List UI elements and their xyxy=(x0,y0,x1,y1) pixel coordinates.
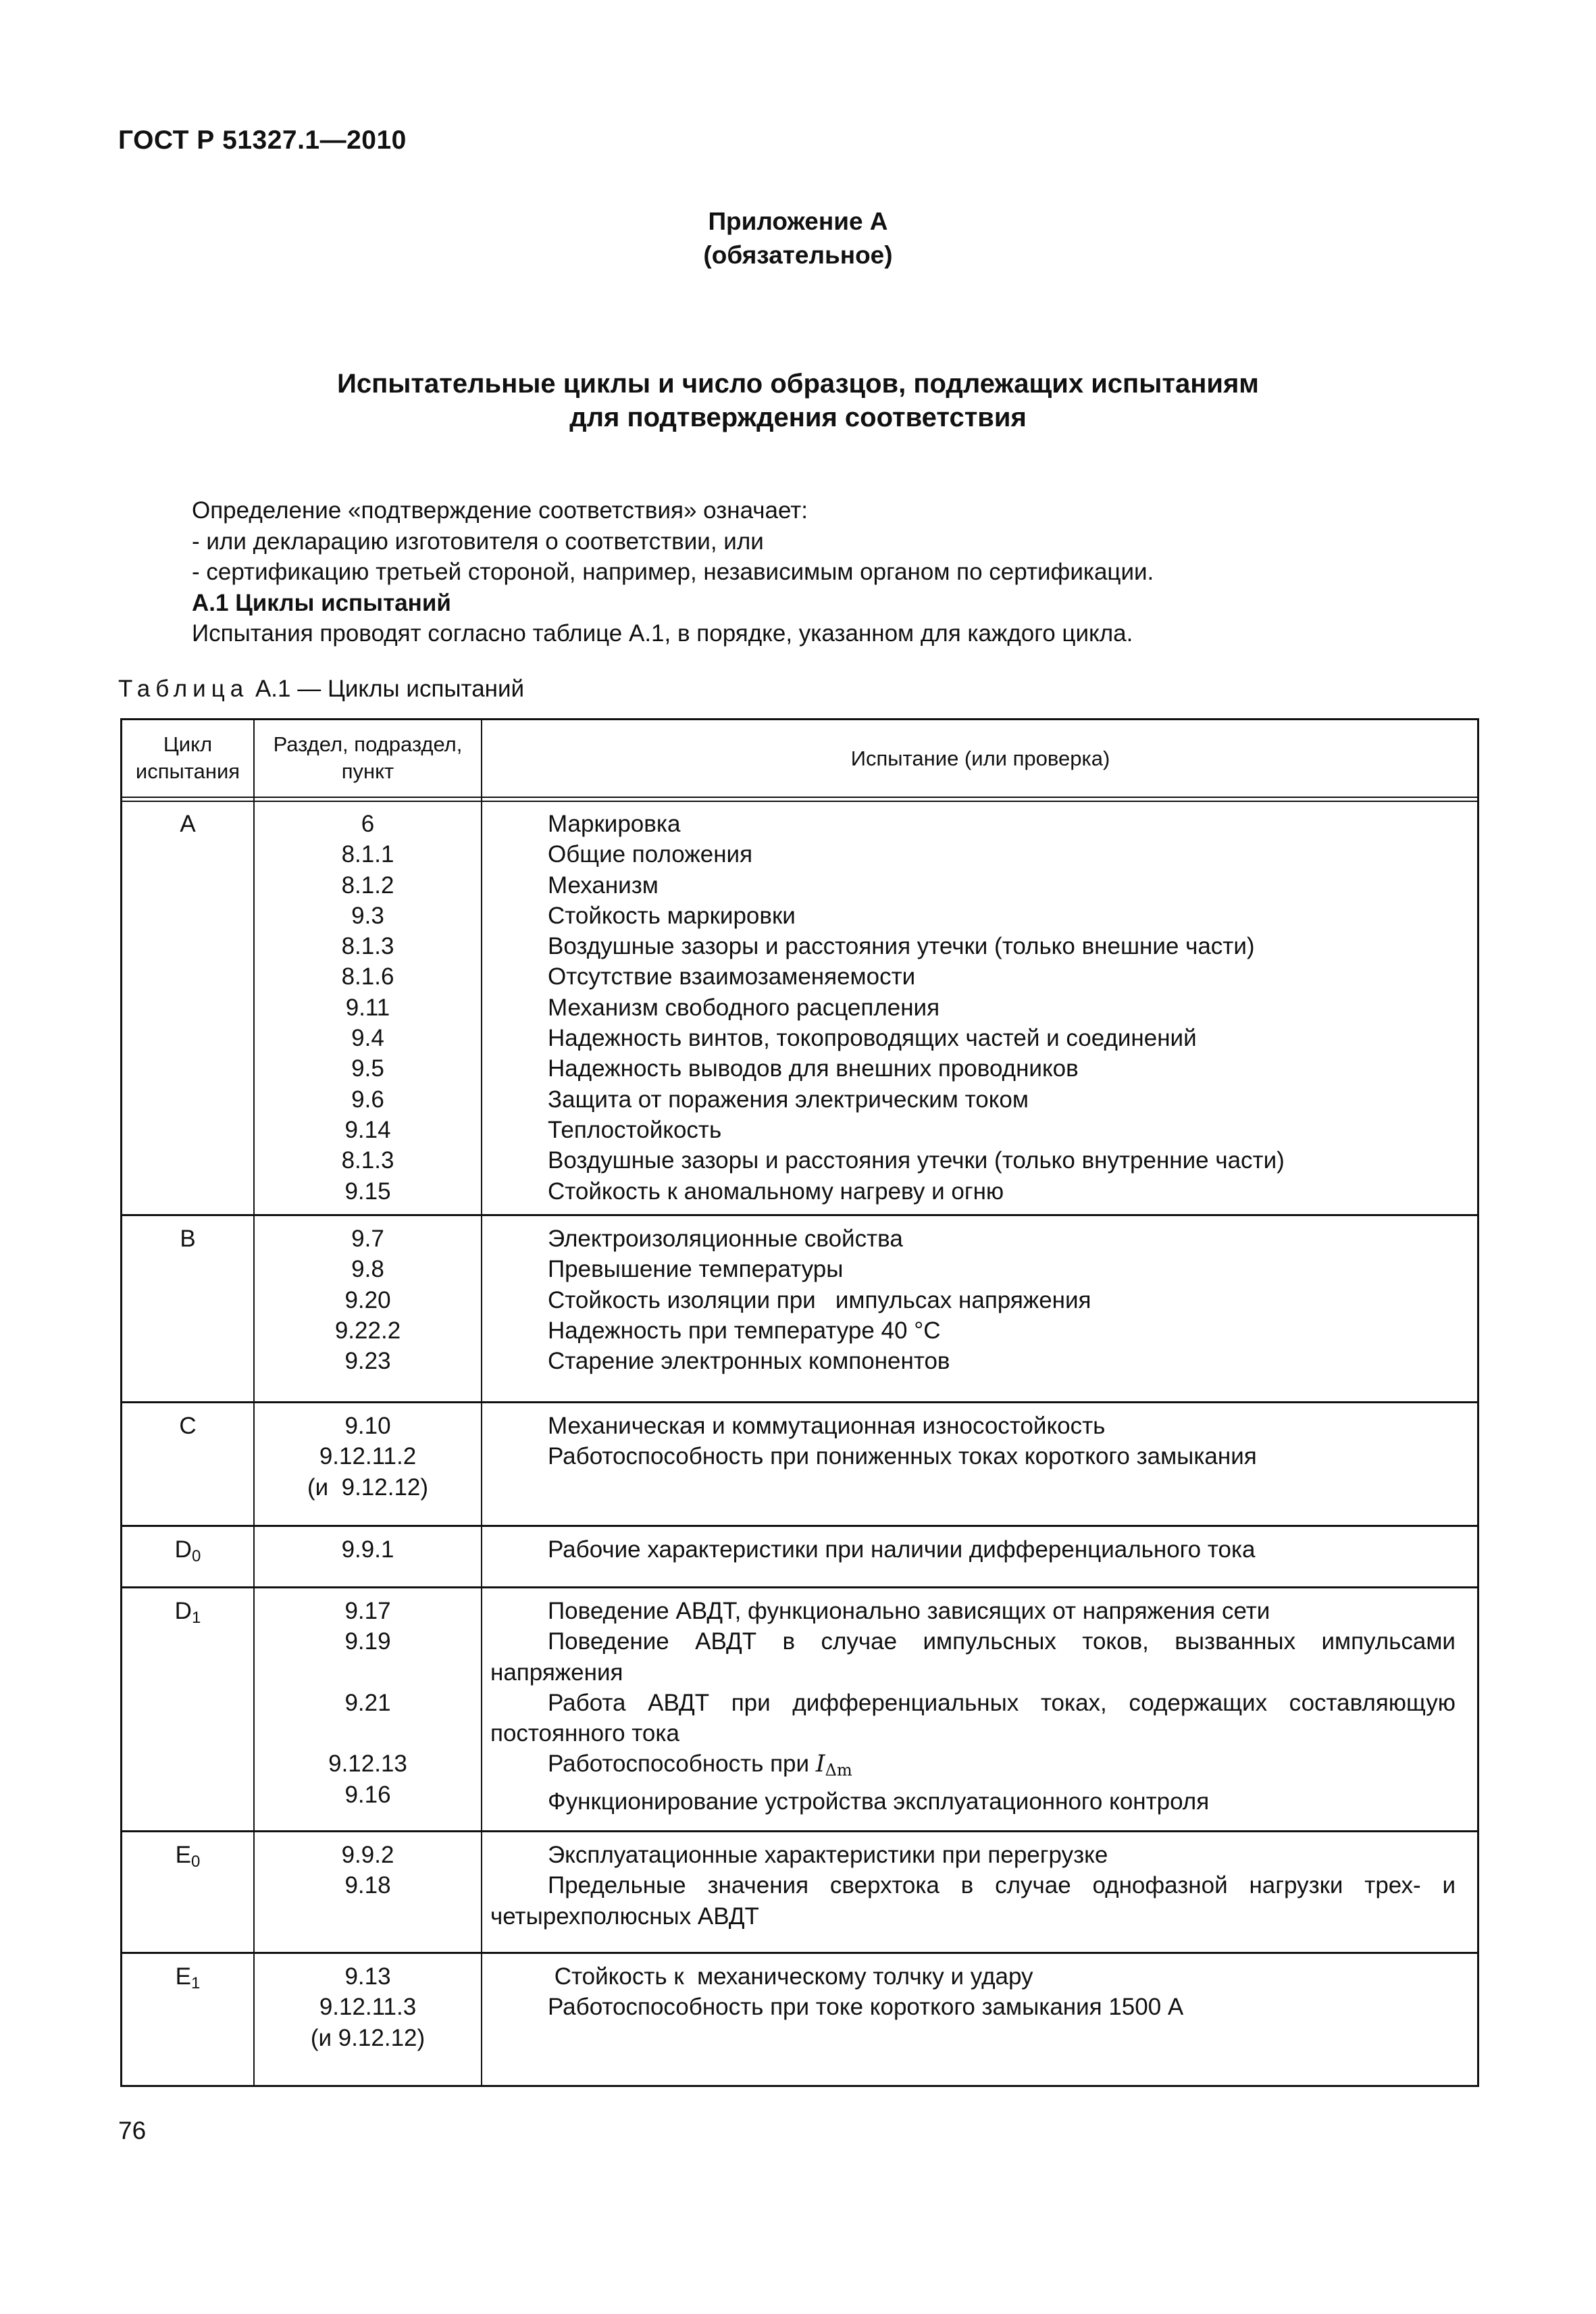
cycle-c-label: C xyxy=(179,1413,197,1439)
section-ref: 6 xyxy=(361,811,375,837)
test-cycles-table xyxy=(120,718,1479,2087)
annex-title: Приложение А xyxy=(708,207,888,235)
section-ref: 9.18 xyxy=(344,1872,391,1899)
test-item: Работа АВДТ при дифференциальных токах, содержащих составляющую постоянного тока xyxy=(490,1689,1456,1747)
cycle-c-sections xyxy=(255,1411,481,1503)
test-item: Функционирование устройства эксплуатационного контроля xyxy=(548,1788,1210,1815)
current-symbol-subscript: Δm xyxy=(825,1761,852,1780)
test-item: Надежность винтов, токопроводящих частей и соединений xyxy=(548,1025,1197,1052)
test-item: Превышение температуры xyxy=(548,1256,844,1283)
cycle-letter: E xyxy=(175,1842,191,1868)
cycle-b-sections xyxy=(255,1224,481,1376)
table-caption-prefix: Таблица xyxy=(118,676,249,702)
header-section xyxy=(255,731,481,785)
spacer xyxy=(255,1657,481,1688)
annex-main-title xyxy=(0,367,1596,434)
test-item: Механизм свободного расцепления xyxy=(548,994,940,1021)
test-item: Механическая и коммутационная износостойкость xyxy=(548,1413,1106,1439)
header-cycle-line-2: испытания xyxy=(135,759,240,783)
section-ref: 9.21 xyxy=(344,1689,391,1716)
section-ref: 9.10 xyxy=(344,1413,391,1439)
test-item: Защита от поражения электрическим током xyxy=(548,1086,1029,1113)
cycle-e1-label xyxy=(122,1961,253,1998)
cycle-a-tests xyxy=(482,809,1465,1207)
cycle-letter: E xyxy=(175,1963,191,1990)
section-ref: 8.1.1 xyxy=(341,841,394,868)
test-item: Стойкость изоляции при импульсах напряжения xyxy=(548,1286,1091,1313)
header-rule xyxy=(122,801,1477,802)
cycle-e0-sections xyxy=(255,1840,481,1901)
page-number: 76 xyxy=(118,2117,147,2144)
test-item: Надежность выводов для внешних проводников xyxy=(548,1055,1079,1082)
section-ref: 8.1.6 xyxy=(341,963,394,990)
annex-heading xyxy=(0,205,1596,272)
section-ref: 9.16 xyxy=(344,1781,391,1808)
section-ref: 8.1.2 xyxy=(341,872,394,899)
spacer xyxy=(255,1718,481,1749)
test-item: Отсутствие взаимозаменяемости xyxy=(548,963,916,990)
test-item: Работоспособность при токе короткого замыкания 1500 А xyxy=(548,1994,1184,2021)
cycle-a-sections xyxy=(255,809,481,1207)
row-divider xyxy=(122,1525,1477,1527)
test-item: Поведение АВДТ, функционально зависящих от напряжения сети xyxy=(548,1598,1270,1624)
header-test: Испытание (или проверка) xyxy=(850,747,1110,770)
table-caption-text: А.1 — Циклы испытаний xyxy=(249,676,525,702)
header-cycle-line-1: Цикл xyxy=(163,732,213,756)
test-item: Маркировка xyxy=(548,811,681,837)
cycle-e0-tests xyxy=(482,1840,1465,1932)
section-ref: 9.12.13 xyxy=(328,1751,407,1778)
section-a1-heading: А.1 Циклы испытаний xyxy=(192,589,451,616)
test-item: Предельные значения сверхтока в случае однофазной нагрузки трех- и четырехполюсных АВДТ xyxy=(490,1872,1456,1930)
test-item: Старение электронных компонентов xyxy=(548,1348,950,1375)
document-id-header: ГОСТ Р 51327.1—2010 xyxy=(118,126,407,155)
test-item: Воздушные зазоры и расстояния утечки (только внешние части) xyxy=(548,933,1255,960)
test-item: Воздушные зазоры и расстояния утечки (только внутренние части) xyxy=(548,1147,1285,1174)
row-divider xyxy=(122,1214,1477,1216)
section-ref: 9.15 xyxy=(344,1178,391,1205)
test-item: Электроизоляционные свойства xyxy=(548,1226,903,1252)
cycle-d1-label xyxy=(122,1596,253,1633)
section-ref: 9.12.11.3 xyxy=(319,1994,417,2021)
test-item: Теплостойкость xyxy=(548,1116,722,1143)
test-item: Поведение АВДТ в случае импульсных токов, вызванных импульсами напряжения xyxy=(490,1628,1456,1686)
test-item: Общие положения xyxy=(548,841,753,868)
table-caption xyxy=(118,676,524,703)
cycle-subscript: 0 xyxy=(191,1547,201,1565)
section-ref: 8.1.3 xyxy=(341,933,394,960)
row-divider xyxy=(122,1401,1477,1403)
test-item: Рабочие характеристики при наличии дифференциального тока xyxy=(548,1536,1256,1563)
cycle-c-tests xyxy=(482,1411,1465,1472)
row-divider xyxy=(122,1952,1477,1954)
cycle-subscript: 1 xyxy=(191,1609,201,1627)
section-ref: 9.12.11.2 xyxy=(319,1443,417,1470)
header-cycle xyxy=(122,731,253,785)
section-ref: 9.6 xyxy=(351,1086,384,1113)
intro-option-2: - сертификацию третьей стороной, например, независимым органом по сертификации. xyxy=(192,559,1154,585)
section-ref: 9.14 xyxy=(344,1116,391,1143)
cycle-letter: D xyxy=(174,1598,192,1624)
test-item: Стойкость к аномальному нагреву и огню xyxy=(548,1178,1004,1205)
section-ref: 9.3 xyxy=(351,902,384,929)
section-ref: 9.4 xyxy=(351,1025,384,1052)
section-ref: 8.1.3 xyxy=(341,1147,394,1174)
section-ref: 9.11 xyxy=(345,994,390,1021)
title-line-2: для подтверждения соответствия xyxy=(569,403,1027,432)
row-divider xyxy=(122,1830,1477,1832)
section-ref: 9.17 xyxy=(344,1598,391,1624)
test-item: Механизм xyxy=(548,872,659,899)
row-divider xyxy=(122,1586,1477,1588)
cycle-a-label: A xyxy=(180,811,196,837)
section-ref: 9.9.2 xyxy=(341,1842,394,1868)
current-symbol: I xyxy=(815,1751,825,1778)
test-item: Работоспособность при пониженных токах короткого замыкания xyxy=(548,1443,1257,1470)
cycle-d1-sections xyxy=(255,1596,481,1810)
test-item: Стойкость к механическому толчку и удару xyxy=(548,1963,1033,1990)
intro-text xyxy=(192,495,1475,649)
section-ref: 9.23 xyxy=(344,1348,391,1375)
cycle-d0-tests xyxy=(482,1534,1465,1565)
section-ref: 9.7 xyxy=(351,1226,384,1252)
cycle-b-label: B xyxy=(180,1226,196,1252)
section-ref: 9.13 xyxy=(344,1963,391,1990)
cycle-d0-sections xyxy=(255,1534,481,1565)
section-ref: 9.8 xyxy=(351,1256,384,1283)
test-item: Надежность при температуре 40 °С xyxy=(548,1317,941,1344)
intro-definition: Определение «подтверждение соответствия» означает: xyxy=(192,497,808,524)
section-ref: 9.22.2 xyxy=(334,1317,401,1344)
section-ref: (и 9.12.12) xyxy=(310,2024,426,2051)
section-ref: 9.5 xyxy=(351,1055,384,1082)
section-ref: 9.9.1 xyxy=(341,1536,394,1563)
intro-table-reference: Испытания проводят согласно таблице А.1, в порядке, указанном для каждого цикла. xyxy=(192,620,1133,647)
test-item xyxy=(490,1749,1456,1786)
test-item: Эксплуатационные характеристики при перегрузке xyxy=(548,1842,1108,1868)
intro-option-1: - или декларацию изготовителя о соответствии, или xyxy=(192,528,764,555)
cycle-e1-tests xyxy=(482,1961,1465,2023)
cycle-d1-tests xyxy=(482,1596,1465,1817)
test-item: Стойкость маркировки xyxy=(548,902,796,929)
title-line-1: Испытательные циклы и число образцов, подлежащих испытаниям xyxy=(337,369,1259,399)
cycle-e1-sections xyxy=(255,1961,481,2053)
header-rule xyxy=(122,797,1477,798)
section-ref: 9.20 xyxy=(344,1286,391,1313)
cycle-d0-label xyxy=(122,1534,253,1571)
test-item-text: Работоспособность при xyxy=(548,1751,816,1778)
cycle-b-tests xyxy=(482,1224,1465,1376)
cycle-e0-label xyxy=(122,1840,253,1877)
cycle-subscript: 1 xyxy=(191,1974,201,1992)
annex-status: (обязательное) xyxy=(703,241,893,269)
header-section-line-1: Раздел, подраздел, xyxy=(273,732,463,756)
cycle-subscript: 0 xyxy=(191,1853,201,1871)
header-section-line-2: пункт xyxy=(341,759,394,783)
section-ref: 9.19 xyxy=(344,1628,391,1655)
section-ref: (и 9.12.12) xyxy=(307,1474,429,1501)
cycle-letter: D xyxy=(174,1536,192,1563)
